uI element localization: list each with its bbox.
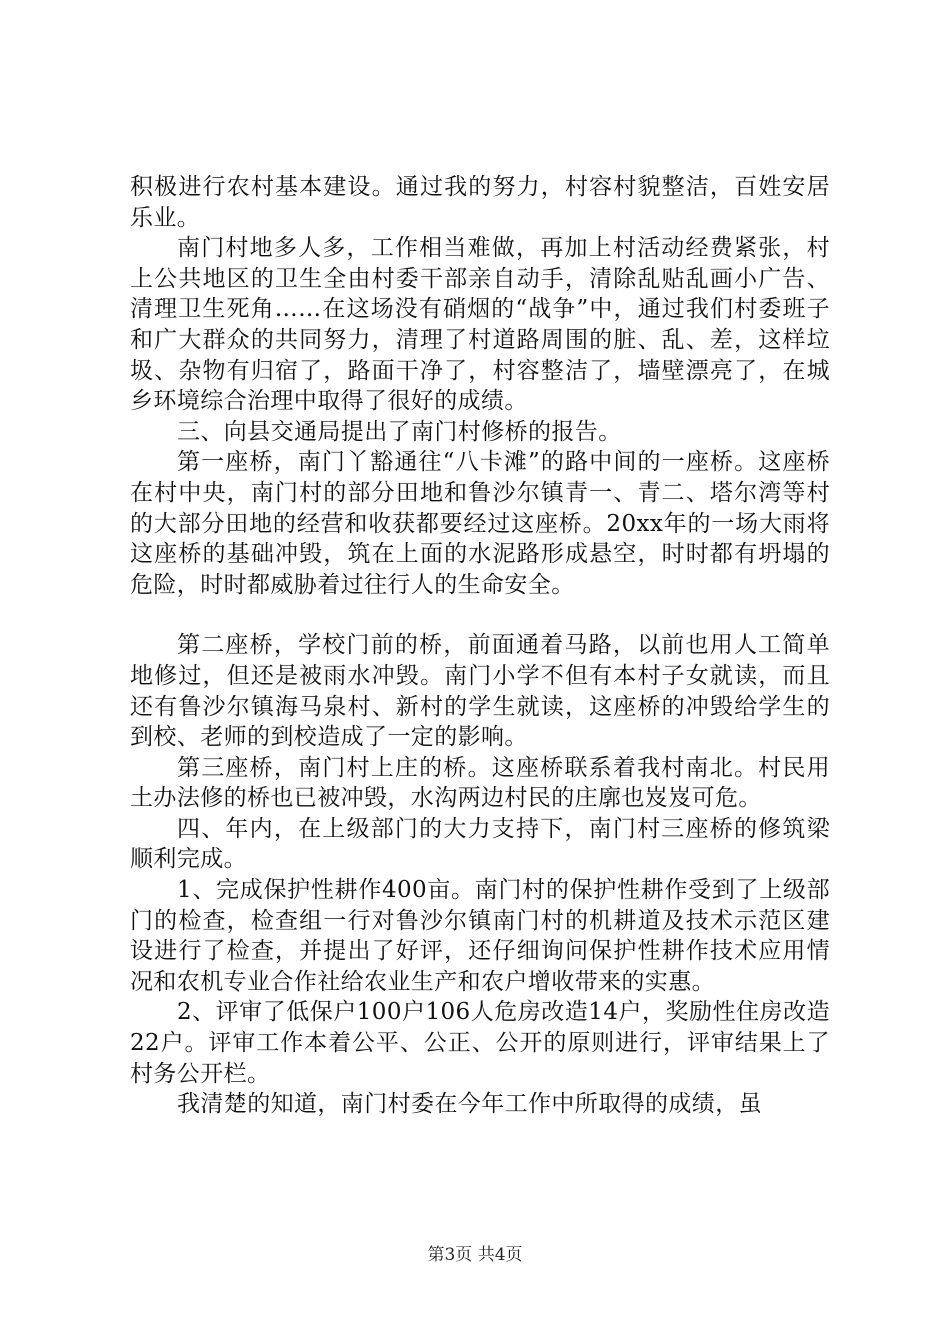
- section-heading-bridges-completed: 四、年内，在上级部门的大力支持下，南门村三座桥的修筑梁顺利完成。: [130, 815, 830, 873]
- document-body: [130, 172, 830, 1120]
- paragraph-conservation-tillage: 1、完成保护性耕作400亩。南门村的保护性耕作受到了上级部门的检查，检查组一行对鲁沙尔镇南门村的机耕道及技术示范区建设进行了检查，并提出了好评，还仔细询问保护性耕作技术应用情况和农机专业合作社给农业生产和农户增收带来的实惠。: [130, 877, 830, 995]
- page-number-footer: 第3页 共4页: [427, 1245, 523, 1265]
- paragraph-village-sanitation: 南门村地多人多，工作相当难做，再加上村活动经费紧张，村上公共地区的卫生全由村委干部亲自动手，清除乱贴乱画小广告、清理卫生死角……在这场没有硝烟的“战争”中，通过我们村委班子和广大群众的共同努力，清理了村道路周围的脏、乱、差，这样垃圾、杂物有归宿了，路面干净了，村容整洁了，墙壁漂亮了，在城乡环境综合治理中取得了很好的成绩。: [130, 235, 830, 415]
- paragraph-closing: 我清楚的知道，南门村委在今年工作中所取得的成绩，虽: [177, 1091, 762, 1118]
- paragraph-continuation: 积极进行农村基本建设。通过我的努力，村容村貌整洁，百姓安居乐业。: [130, 174, 830, 231]
- paragraph-first-bridge: 第一座桥，南门丫豁通往“八卡滩”的路中间的一座桥。这座桥在村中央，南门村的部分田地和鲁沙尔镇青一、青二、塔尔湾等村的大部分田地的经营和收获都要经过这座桥。20xx年的一场大雨将这座桥的基础冲毁，筑在上面的水泥路形成悬空，时时都有坍塌的危险，时时都威胁着过往行人的生命安全。: [130, 449, 830, 598]
- section-heading-bridge-report: 三、向县交通局提出了南门村修桥的报告。: [177, 418, 622, 445]
- paragraph-second-bridge: 第二座桥，学校门前的桥，前面通着马路，以前也用人工简单地修过，但还是被雨水冲毁。南门小学不但有本村子女就读，而且还有鲁沙尔镇海马泉村、新村的学生就读，这座桥的冲毁给学生的到校、老师的到校造成了一定的影响。: [130, 632, 830, 751]
- paragraph-third-bridge: 第三座桥，南门村上庄的桥。这座桥联系着我村南北。村民用土办法修的桥也已被冲毁，水沟两边村民的庄廓也岌岌可危。: [130, 754, 830, 812]
- paragraph-low-income-review: 2、评审了低保户100户106人危房改造14户，奖励性住房改造22户。评审工作本着公平、公正、公开的原则进行，评审结果上了村务公开栏。: [130, 999, 830, 1087]
